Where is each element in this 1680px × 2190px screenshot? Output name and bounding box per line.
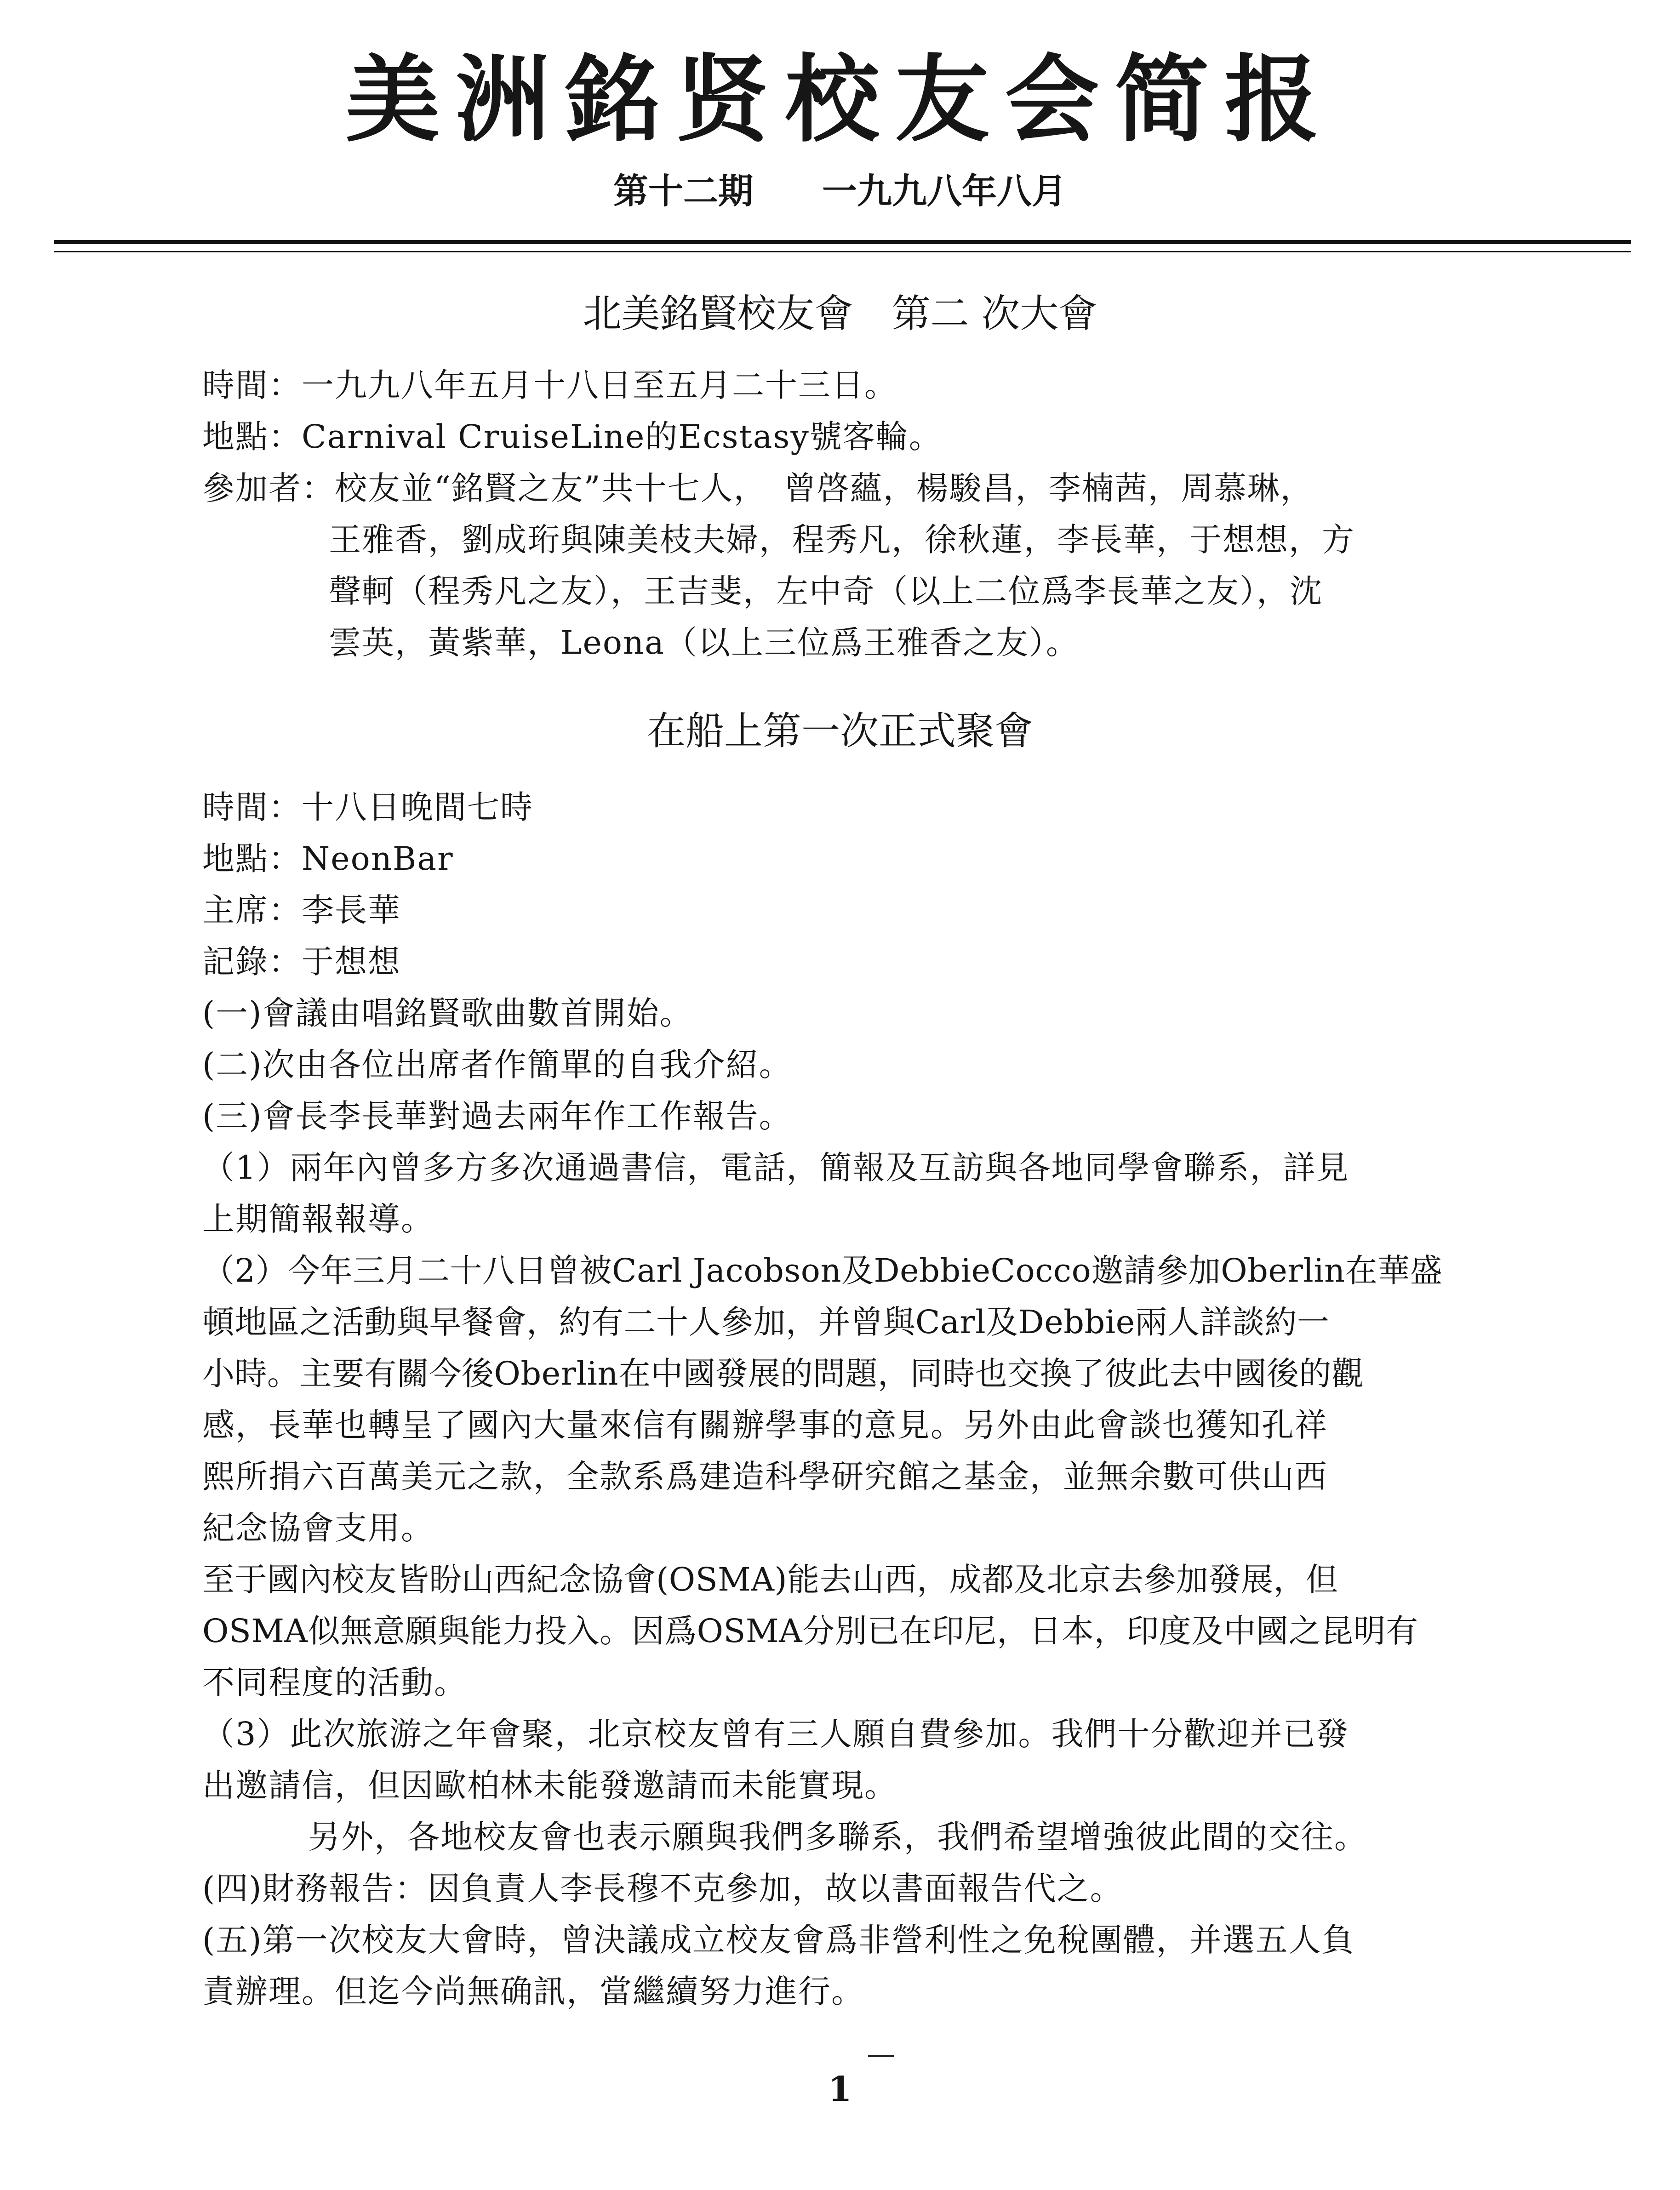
masthead-rule-thin xyxy=(54,251,1631,252)
page-number: 1 xyxy=(828,2070,852,2109)
report-paragraph-line: 紀念協會支用。 xyxy=(202,1509,434,1547)
attendees-line: 王雅香，劉成珩與陳美枝夫婦，程秀凡，徐秋蓮，李長華，于想想，方 xyxy=(329,521,1355,559)
masthead-rule-thick xyxy=(54,240,1631,244)
minutes-item-3: (三)會長李長華對過去兩年作工作報告。 xyxy=(202,1097,792,1135)
attendees-line: 參加者：校友並“銘賢之友”共十七人， 曾啓蘊，楊駿昌，李楠茜，周慕琳， xyxy=(202,469,1314,507)
report-paragraph-line: 頓地區之活動與早餐會，約有二十人參加，并曾與Carl及Debbie兩人詳談約一 xyxy=(202,1303,1330,1341)
minutes-item-5: (五)第一次校友大會時，曾決議成立校友會爲非營利性之免稅團體，并選五人負 xyxy=(202,1921,1355,1959)
issue-line xyxy=(0,171,1680,211)
report-paragraph-line: 不同程度的活動。 xyxy=(202,1664,467,1701)
report-paragraph-line: 出邀請信，但因歐柏林未能發邀請而未能實現。 xyxy=(202,1767,897,1804)
report-paragraph-line: 熙所捐六百萬美元之款，全款系爲建造科學研究館之基金，並無余數可供山西 xyxy=(202,1458,1328,1495)
report-paragraph-line: （1）兩年內曾多方多次通過書信，電話，簡報及互訪與各地同學會聯系，詳見 xyxy=(202,1149,1349,1186)
report-paragraph-line: 至于國內校友皆盼山西紀念協會(OSMA)能去山西，成都及北京去參加發展，但 xyxy=(202,1561,1338,1598)
report-paragraph-line: 感，長華也轉呈了國內大量來信有關辦學事的意見。另外由此會談也獲知孔祥 xyxy=(202,1406,1328,1444)
minutes-item-5-cont: 責辦理。但迄今尚無确訊，當繼續努力進行。 xyxy=(202,1973,864,2010)
report-paragraph-line: 上期簡報報導。 xyxy=(202,1200,434,1238)
section-heading-meeting: 北美銘賢校友會 第二 次大會 xyxy=(583,291,1097,336)
gathering-place: 地點：NeonBar xyxy=(202,840,454,878)
meeting-place: 地點：Carnival CruiseLine的Ecstasy號客輪。 xyxy=(202,418,942,456)
gathering-chair: 主席：李長華 xyxy=(202,891,401,929)
report-paragraph-line: OSMA似無意願與能力投入。因爲OSMA分別已在印尼，日本，印度及中國之昆明有 xyxy=(202,1612,1418,1650)
minutes-item-1: (一)會議由唱銘賢歌曲數首開始。 xyxy=(202,994,693,1032)
meeting-time: 時間：一九九八年五月十八日至五月二十三日。 xyxy=(202,366,897,404)
issue-number: 第十二期 xyxy=(613,171,753,211)
masthead-title: 美洲銘贤校友会简报 xyxy=(345,45,1335,155)
gathering-time: 時間：十八日晚間七時 xyxy=(202,788,533,826)
report-paragraph-line: 小時。主要有關今後Oberlin在中國發展的問題，同時也交換了彼此去中國後的觀 xyxy=(202,1355,1364,1392)
meeting-details xyxy=(202,359,1526,668)
minutes-item-2: (二)次由各位出席者作簡單的自我介紹。 xyxy=(202,1046,792,1084)
section-heading-first-gathering: 在船上第一次正式聚會 xyxy=(646,708,1033,753)
issue-date: 一九九八年八月 xyxy=(822,171,1067,211)
report-paragraph-line: 另外，各地校友會也表示願與我們多聯系，我們希望增強彼此間的交往。 xyxy=(308,1818,1367,1856)
page-number-dash xyxy=(868,2055,894,2057)
report-paragraph-line: （3）此次旅游之年會聚，北京校友曾有三人願自費參加。我們十分歡迎并已發 xyxy=(202,1715,1349,1753)
gathering-minutes xyxy=(202,781,1526,2017)
report-paragraph-line: （2）今年三月二十八日曾被Carl Jacobson及DebbieCocco邀請參加Oberlin在華盛 xyxy=(202,1252,1443,1289)
attendees-line: 聲軻（程秀凡之友），王吉斐，左中奇（以上二位爲李長華之友），沈 xyxy=(329,572,1323,610)
gathering-recorder: 記錄：于想想 xyxy=(202,943,401,981)
attendees-line: 雲英，黃紫華，Leona（以上三位爲王雅香之友）。 xyxy=(329,624,1079,662)
minutes-item-4: (四)財務報告：因負責人李長穆不克參加，故以書面報告代之。 xyxy=(202,1870,1123,1907)
